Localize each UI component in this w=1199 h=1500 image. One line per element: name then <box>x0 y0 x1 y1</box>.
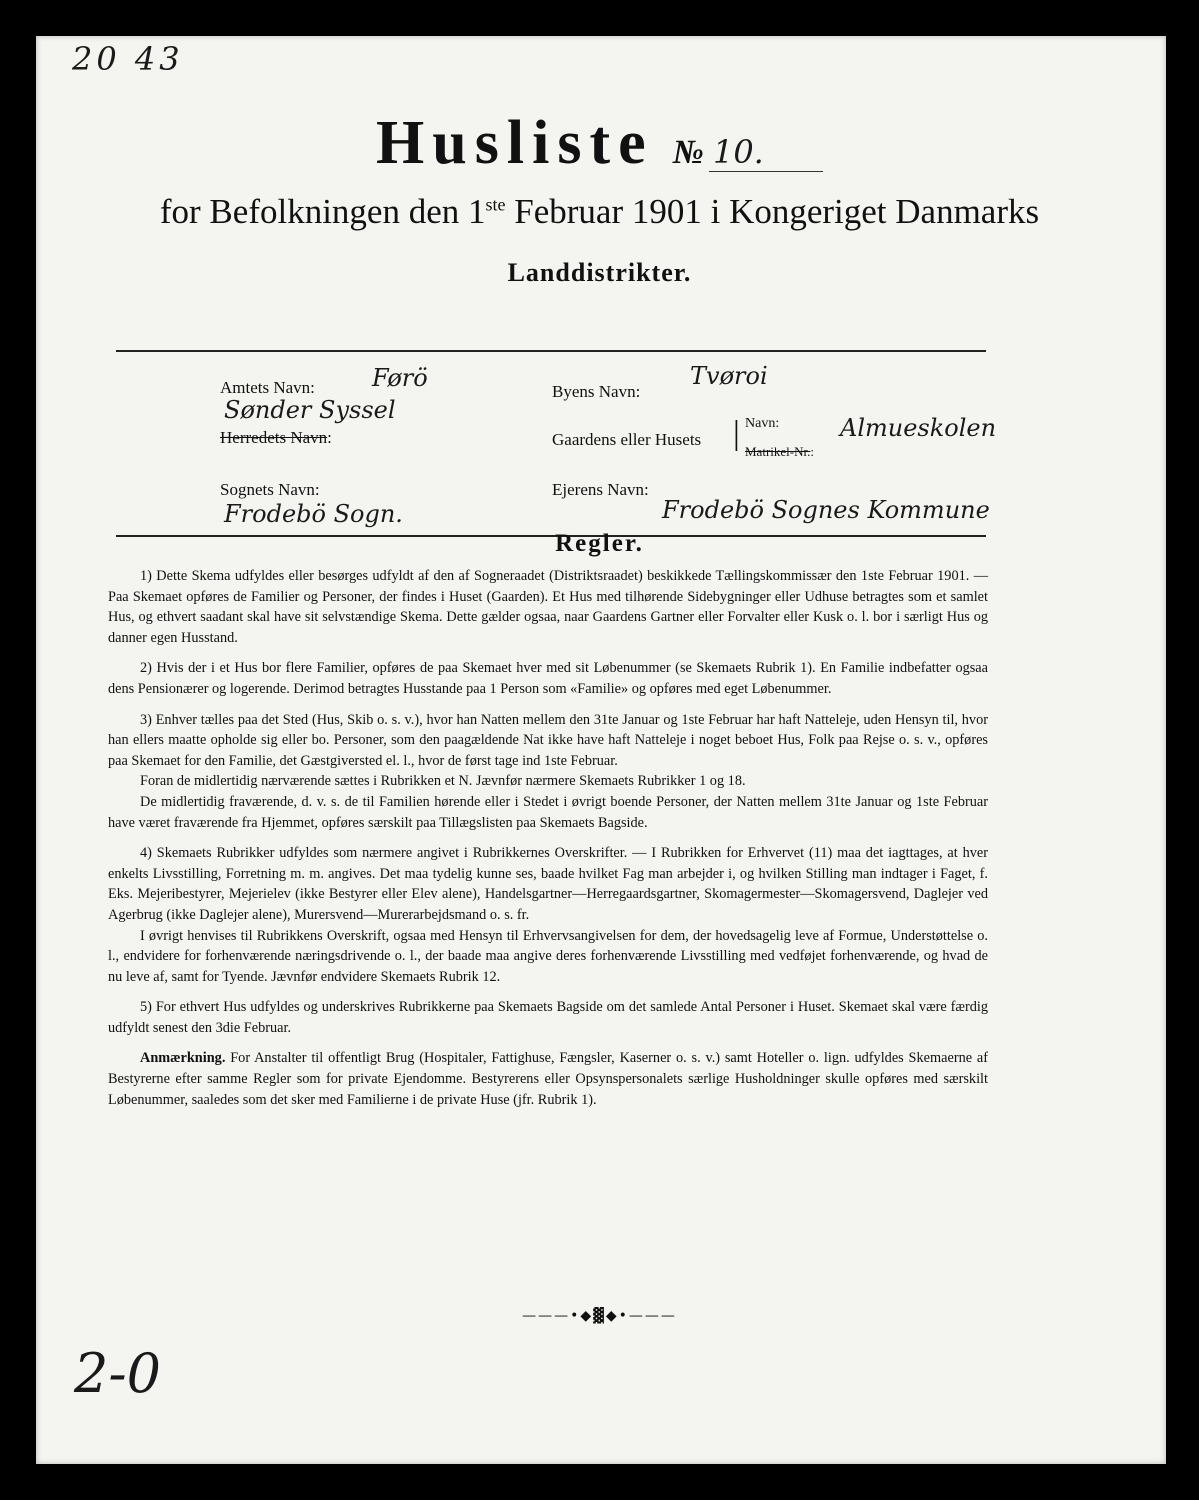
rules-title: Regler. <box>555 530 644 557</box>
rule-4: 4) Skemaets Rubrikker udfyldes som nærmere angivet i Rubrikkernes Overskrifter. — I Rubrikken for Erhvervet (11) maa det iagttages, at hver enkelts Livsstilling, Forretning m. m. angives. Det maa tydelig kunne ses, baade hvilket Fag man arbejder i, og hvilken Stilling man indtager i Faget, f. Eks. Mejeribestyrer, Mejerielev (ikke Bestyrer eller Elev alene), Handelsgartner—Herregaardsgartner, Skomagermester—Skomagersvend, Daglejer ved Agerbrug (ikke Daglejer alene), Murersvend—Murerarbejdsmand o. s. fr. <box>108 845 988 923</box>
rules-text <box>108 566 988 1120</box>
note-text: For Anstalter til offentligt Brug (Hospitaler, Fattighuse, Fængsler, Kaserner o. s. v.) samt Hoteller o. lign. udfyldes Skemaerne af Bestyrerne efter samme Regler som for private Ejendomme. Bestyrerens eller Opsynspersonalets særlige Husholdninger skulle opføres med særskilt Løbenummer, saaledes som det sker med Familierne i de private Huse (jfr. Rubrik 1). <box>108 1050 988 1108</box>
list-number-field[interactable]: 10. <box>709 133 823 172</box>
subtitle-sup: ste <box>485 194 506 215</box>
matrikel-label-row <box>745 444 814 460</box>
bottom-number: 2-0 <box>74 1342 161 1405</box>
rule-1: 1) Dette Skema udfyldes eller besørges udfyldt af den af Sogneraadet (Distriktsraadet) beskikkede Tællingskommissær den 1ste Februar 1901. — Paa Skemaet opføres de Familier og Personer, der findes i Huset (Gaarden). Et Hus med tilhørende Sidebygninger eller Udhuse betragtes som et samlet Hus, og ethvert saadant skal have sit selvstændige Skema. Dette gælder ogsaa, naar Gaardens Gartner eller Forvalter eller Kusk o. l. bor i særligt Hus og danner egen Husstand. <box>108 568 988 646</box>
number-label: № <box>672 134 704 171</box>
subtitle-post: Februar 1901 i Kongeriget Danmarks <box>505 192 1040 231</box>
herred-field[interactable]: Sønder Syssel <box>224 396 396 424</box>
sogn-label: Sognets Navn: <box>220 480 320 499</box>
matrikel-label: Matrikel-Nr. <box>745 444 811 459</box>
subtitle-pre: for Befolkningen den 1 <box>159 192 486 231</box>
rule-3: 3) Enhver tælles paa det Sted (Hus, Skib o. s. v.), hvor han Natten mellem den 31te Januar og 1ste Februar har haft Natteleje, uden Hensyn til, hvor han ellers maatte opholde sig eller bo. Personer, som den paagældende Nat ikke have haft Natteleje i noget beboet Hus, Folk paa Rejse o. s. v., opføres paa Skemaet for den Familie, det Gæstgiversted el. l., hvor de først tage ind 1ste Februar. <box>108 711 988 769</box>
ornament: ———•◆▓◆•——— <box>522 1308 677 1324</box>
top-divider <box>116 350 986 352</box>
matrikel-colon: : <box>810 444 814 459</box>
by-label: Byens Navn: <box>552 382 641 401</box>
herred-colon: : <box>327 428 332 447</box>
navn-label: Navn: <box>745 416 780 431</box>
ejer-label: Ejerens Navn: <box>552 480 649 499</box>
house-name-field[interactable]: Almueskolen <box>840 414 997 442</box>
rule-4b: I øvrigt henvises til Rubrikkens Overskrift, ogsaa med Hensyn til Erhvervsangivelsen for dem, der hovedsagelig leve af Formue, Understøttelse o. l., endvidere for forhenværende næringsdrivende o. l., der baade maa angive deres forhenværende Livsstilling med vedføjet forhenværende, og hvad de nu leve af, samt for Tyende. Jævnfør endvidere Skemaets Rubrik 12. <box>108 927 988 985</box>
note-label: Anmærkning. <box>140 1050 226 1067</box>
title-row <box>0 108 1199 179</box>
amt-field[interactable]: Førö <box>372 364 428 392</box>
note <box>108 1048 988 1110</box>
rule-3c: De midlertidig fraværende, d. v. s. de til Familien hørende eller i Stedet i øvrigt boende Personer, der Natten mellem 31te Januar og 1ste Februar have været fraværende fra Hjemmet, opføres særskilt paa Tillægslisten paa Skemaets Bagside. <box>108 793 988 831</box>
gaard-label: Gaardens eller Husets <box>552 430 702 449</box>
district-heading: Landdistrikter. <box>507 258 692 287</box>
sogn-field[interactable]: Frodebö Sogn. <box>224 500 403 528</box>
page-title: Husliste <box>376 109 654 177</box>
herred-label: Herredets Navn <box>220 428 328 447</box>
rule-3b: Foran de midlertidig nærværende sættes i Rubrikken et N. Jævnfør nærmere Skemaets Rubrikker 1 og 18. <box>140 773 746 790</box>
owner-field[interactable]: Frodebö Sognes Kommune <box>662 496 990 524</box>
rule-2: 2) Hvis der i et Hus bor flere Familier, opføres de paa Skemaet hver med sit Løbenummer (se Skemaets Rubrik 1). En Familie indbefatter ogsaa dens Pensionærer og logerende. Derimod betragtes Husstande paa 1 Person som «Familie» og opføres med eget Løbenummer. <box>108 660 988 697</box>
herred-label-row <box>220 428 332 448</box>
rule-5: 5) For ethvert Hus udfyldes og underskrives Rubrikkerne paa Skemaets Bagside om det samlede Antal Personer i Huset. Skemaet skal være færdig udfyldt senest den 3die Februar. <box>108 999 988 1036</box>
field-brace: | <box>733 415 740 452</box>
subtitle <box>0 192 1199 232</box>
by-field[interactable]: Tvøroi <box>690 362 768 390</box>
corner-number: 20 43 <box>72 40 184 78</box>
amt-label: Amtets Navn: <box>220 378 315 397</box>
